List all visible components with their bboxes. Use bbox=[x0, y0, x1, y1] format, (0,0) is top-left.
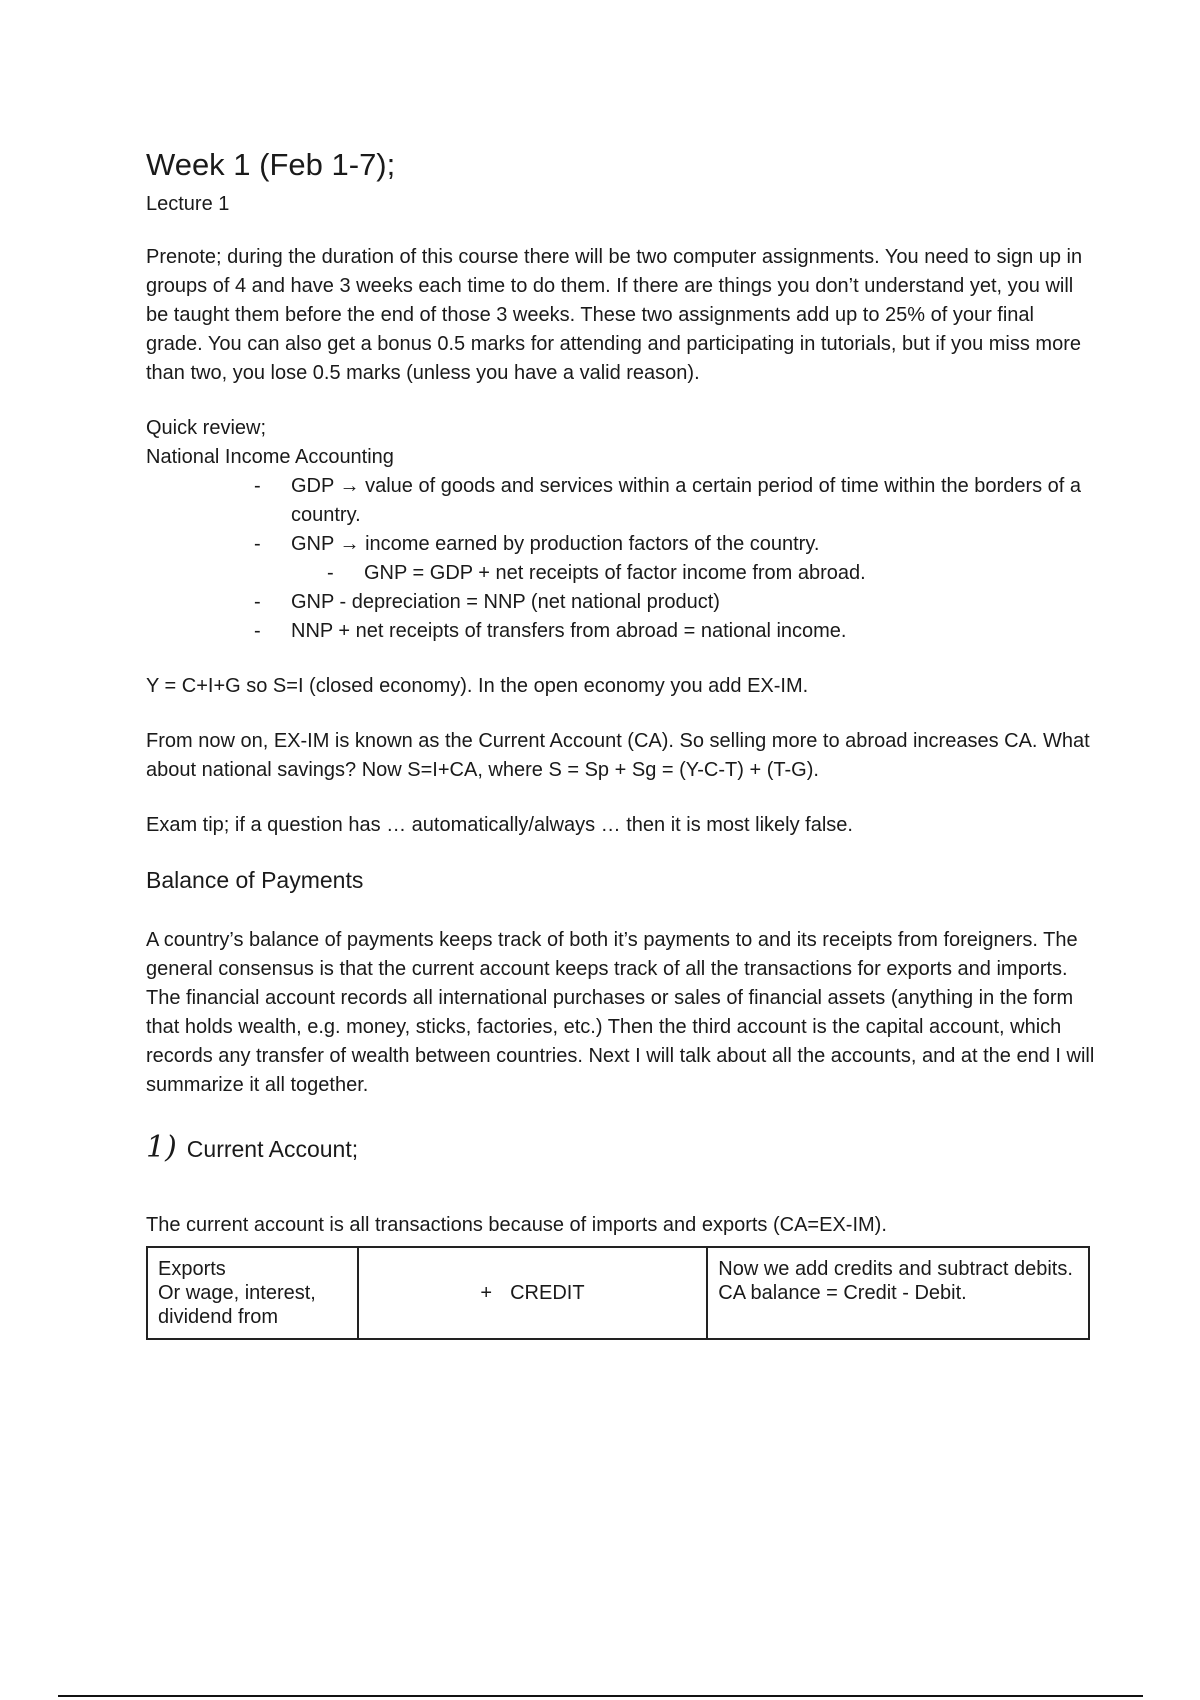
page-bottom-divider bbox=[58, 1695, 1143, 1697]
current-account-table bbox=[146, 1246, 1090, 1340]
table-cell-exports: Exports Or wage, interest, dividend from bbox=[147, 1247, 358, 1339]
bullet-gnp: - GNP → income earned by production factors of the country. bbox=[146, 530, 1096, 559]
plus-sign: + bbox=[480, 1282, 493, 1305]
bullet-nnp: - GNP - depreciation = NNP (net national product) bbox=[146, 588, 1096, 617]
lecture-subtitle: Lecture 1 bbox=[146, 193, 230, 216]
review-bullet-list bbox=[146, 472, 1096, 646]
page-title: Week 1 (Feb 1-7); bbox=[146, 147, 396, 182]
balance-of-payments-heading: Balance of Payments bbox=[146, 867, 364, 894]
current-account-heading bbox=[146, 1128, 1096, 1167]
bullet-dash: - bbox=[254, 475, 261, 498]
balance-of-payments-paragraph: A country’s balance of payments keeps track of both it’s payments to and its receipts from foreigners. The general consensus is that the current account keeps track of all the transactions for exports and imports. The financial account records all international purchases or sales of financial assets (anything in the form that holds wealth, e.g. money, sticks, factories, etc.) Then the third account is the capital account, which records any transfer of wealth between countries. Next I will talk about all the accounts, and at the end I will summarize it all together. bbox=[146, 929, 1095, 1097]
exam-tip-paragraph: Exam tip; if a question has … automatically/always … then it is most likely false. bbox=[146, 814, 853, 837]
equation-paragraph: Y = C+I+G so S=I (closed economy). In the open economy you add EX-IM. bbox=[146, 675, 809, 698]
bullet-dash: - bbox=[254, 591, 261, 614]
bullet-national-income: - NNP + net receipts of transfers from abroad = national income. bbox=[146, 617, 1096, 646]
current-account-intro-paragraph: From now on, EX-IM is known as the Current Account (CA). So selling more to abroad increases CA. What about national savings? Now S=I+CA, where S = Sp + Sg = (Y-C-T) + (T-G). bbox=[146, 730, 1090, 782]
current-account-definition: The current account is all transactions because of imports and exports (CA=EX-IM). bbox=[146, 1214, 887, 1237]
bullet-gdp: - GDP → value of goods and services within a certain period of time within the borders of a country. bbox=[146, 472, 1096, 530]
table-cell-credit: + CREDIT bbox=[358, 1247, 708, 1339]
section-title: Current Account; bbox=[186, 1136, 359, 1163]
table-row bbox=[147, 1247, 1089, 1339]
bullet-dash: - bbox=[327, 562, 334, 585]
document-page bbox=[146, 146, 1096, 1340]
bullet-gnp-formula: - GNP = GDP + net receipts of factor income from abroad. bbox=[146, 559, 1096, 588]
table-cell-note: Now we add credits and subtract debits. CA balance = Credit - Debit. bbox=[707, 1247, 1089, 1339]
review-topic: National Income Accounting bbox=[146, 446, 394, 469]
bullet-dash: - bbox=[254, 620, 261, 643]
bullet-dash: - bbox=[254, 533, 261, 556]
prenote-paragraph: Prenote; during the duration of this course there will be two computer assignments. You need to sign up in groups of 4 and have 3 weeks each time to do them. If there are things you don’t understand yet, you will be taught them before the end of those 3 weeks. These two assignments add up to 25% of your final grade. You can also get a bonus 0.5 marks for attending and participating in tutorials, but if you miss more than two, you lose 0.5 marks (unless you have a valid reason). bbox=[146, 246, 1083, 385]
quick-review-label: Quick review; bbox=[146, 417, 267, 440]
section-number: 1) bbox=[146, 1130, 177, 1166]
